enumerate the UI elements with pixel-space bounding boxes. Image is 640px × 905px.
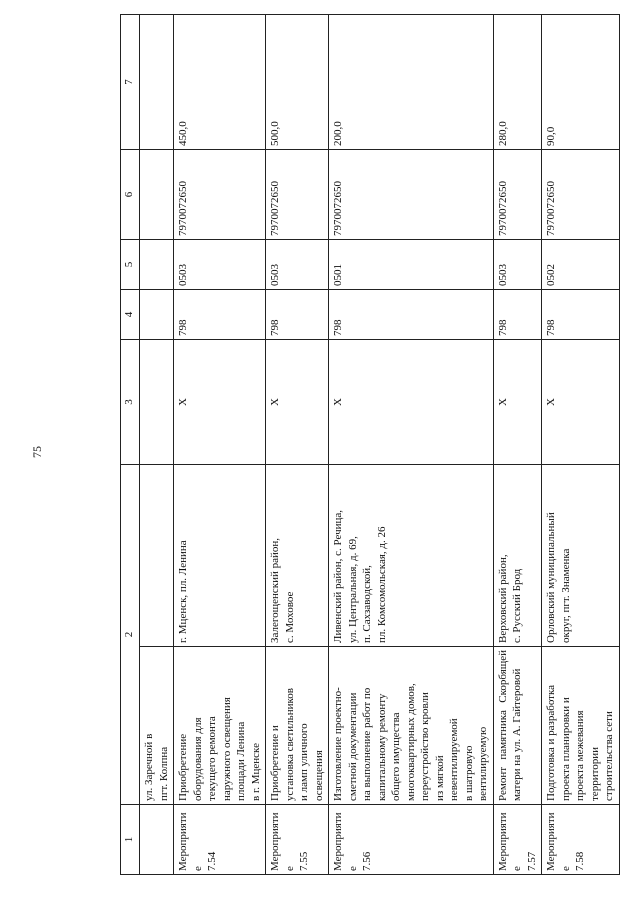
row-col6-cell: 7970072650 — [542, 150, 620, 240]
header-col-7: 7 — [121, 15, 140, 150]
row-col7-cell: 450,0 — [174, 15, 266, 150]
header-row — [121, 15, 140, 875]
carry-location-cell — [140, 465, 174, 647]
row-col7-cell: 500,0 — [266, 15, 329, 150]
row-activity-cell: Ремонт памятника Скорбящей матери на ул. А. Гайтеровой — [493, 647, 542, 805]
table-row — [493, 15, 542, 875]
header-col-5: 5 — [121, 240, 140, 290]
row-location-cell: Залегощенский район, с. Моховое — [266, 465, 329, 647]
page-number: 75 — [30, 446, 44, 458]
row-location-cell: Орловский муниципальный округ, пгт. Знаменка — [542, 465, 620, 647]
carry-activity-cell: ул. Заречной в пгт. Колпна — [140, 647, 174, 805]
header-col-3: 3 — [121, 340, 140, 465]
row-activity-cell: Приобретение оборудования для текущего ремонта наружного освещения площади Ленина в г. Мценске — [174, 647, 266, 805]
carry-c7-cell — [140, 15, 174, 150]
carry-c3-cell — [140, 340, 174, 465]
table-row — [542, 15, 620, 875]
row-col3-cell: Х — [174, 340, 266, 465]
row-col5-cell: 0503 — [493, 240, 542, 290]
budget-table — [120, 14, 620, 875]
row-location-cell: Ливенский район, с. Речица, ул. Центральная, д. 69, п. Сахзаводской, пл. Комсомольская, д. 26 — [329, 465, 494, 647]
table-row — [266, 15, 329, 875]
carry-over-row — [140, 15, 174, 875]
row-col5-cell: 0502 — [542, 240, 620, 290]
row-col6-cell: 7970072650 — [174, 150, 266, 240]
row-col3-cell: Х — [266, 340, 329, 465]
header-col-1: 1 — [121, 805, 140, 875]
row-col4-cell: 798 — [493, 290, 542, 340]
row-id-cell: Мероприятие 7.54 — [174, 805, 266, 875]
row-col3-cell: Х — [329, 340, 494, 465]
row-activity-cell: Приобретение и установка светильников и ламп уличного освещения — [266, 647, 329, 805]
row-id-cell: Мероприятие 7.56 — [329, 805, 494, 875]
row-col6-cell: 7970072650 — [266, 150, 329, 240]
row-col7-cell: 280,0 — [493, 15, 542, 150]
table-row — [174, 15, 266, 875]
row-location-cell: Верховский район, с. Русский Брод — [493, 465, 542, 647]
row-col7-cell: 90,0 — [542, 15, 620, 150]
row-col4-cell: 798 — [329, 290, 494, 340]
carry-c5-cell — [140, 240, 174, 290]
row-col4-cell: 798 — [174, 290, 266, 340]
row-col5-cell: 0503 — [266, 240, 329, 290]
row-col3-cell: Х — [493, 340, 542, 465]
row-col6-cell: 7970072650 — [493, 150, 542, 240]
header-col-6: 6 — [121, 150, 140, 240]
table-row — [329, 15, 494, 875]
row-activity-cell: Изготовление проектно- сметной документации на выполнение работ по капитальному ремонту общего имущества многоквартирных домов, переустройство кровли из мягкой невентилируемой в шатровую вентилируемую — [329, 647, 494, 805]
carry-c6-cell — [140, 150, 174, 240]
carry-c4-cell — [140, 290, 174, 340]
row-activity-cell: Подготовка и разработка проекта планировки и проекта межевания территории строительства сети — [542, 647, 620, 805]
header-col-2: 2 — [121, 465, 140, 805]
row-col5-cell: 0503 — [174, 240, 266, 290]
carry-id-cell — [140, 805, 174, 875]
rotated-table-container — [120, 15, 616, 875]
row-col7-cell: 200,0 — [329, 15, 494, 150]
row-id-cell: Мероприятие 7.57 — [493, 805, 542, 875]
row-id-cell: Мероприятие 7.58 — [542, 805, 620, 875]
row-col4-cell: 798 — [542, 290, 620, 340]
row-col5-cell: 0501 — [329, 240, 494, 290]
header-col-4: 4 — [121, 290, 140, 340]
row-col3-cell: Х — [542, 340, 620, 465]
row-location-cell: г. Мценск, пл. Ленина — [174, 465, 266, 647]
row-col4-cell: 798 — [266, 290, 329, 340]
row-col6-cell: 7970072650 — [329, 150, 494, 240]
row-id-cell: Мероприятие 7.55 — [266, 805, 329, 875]
